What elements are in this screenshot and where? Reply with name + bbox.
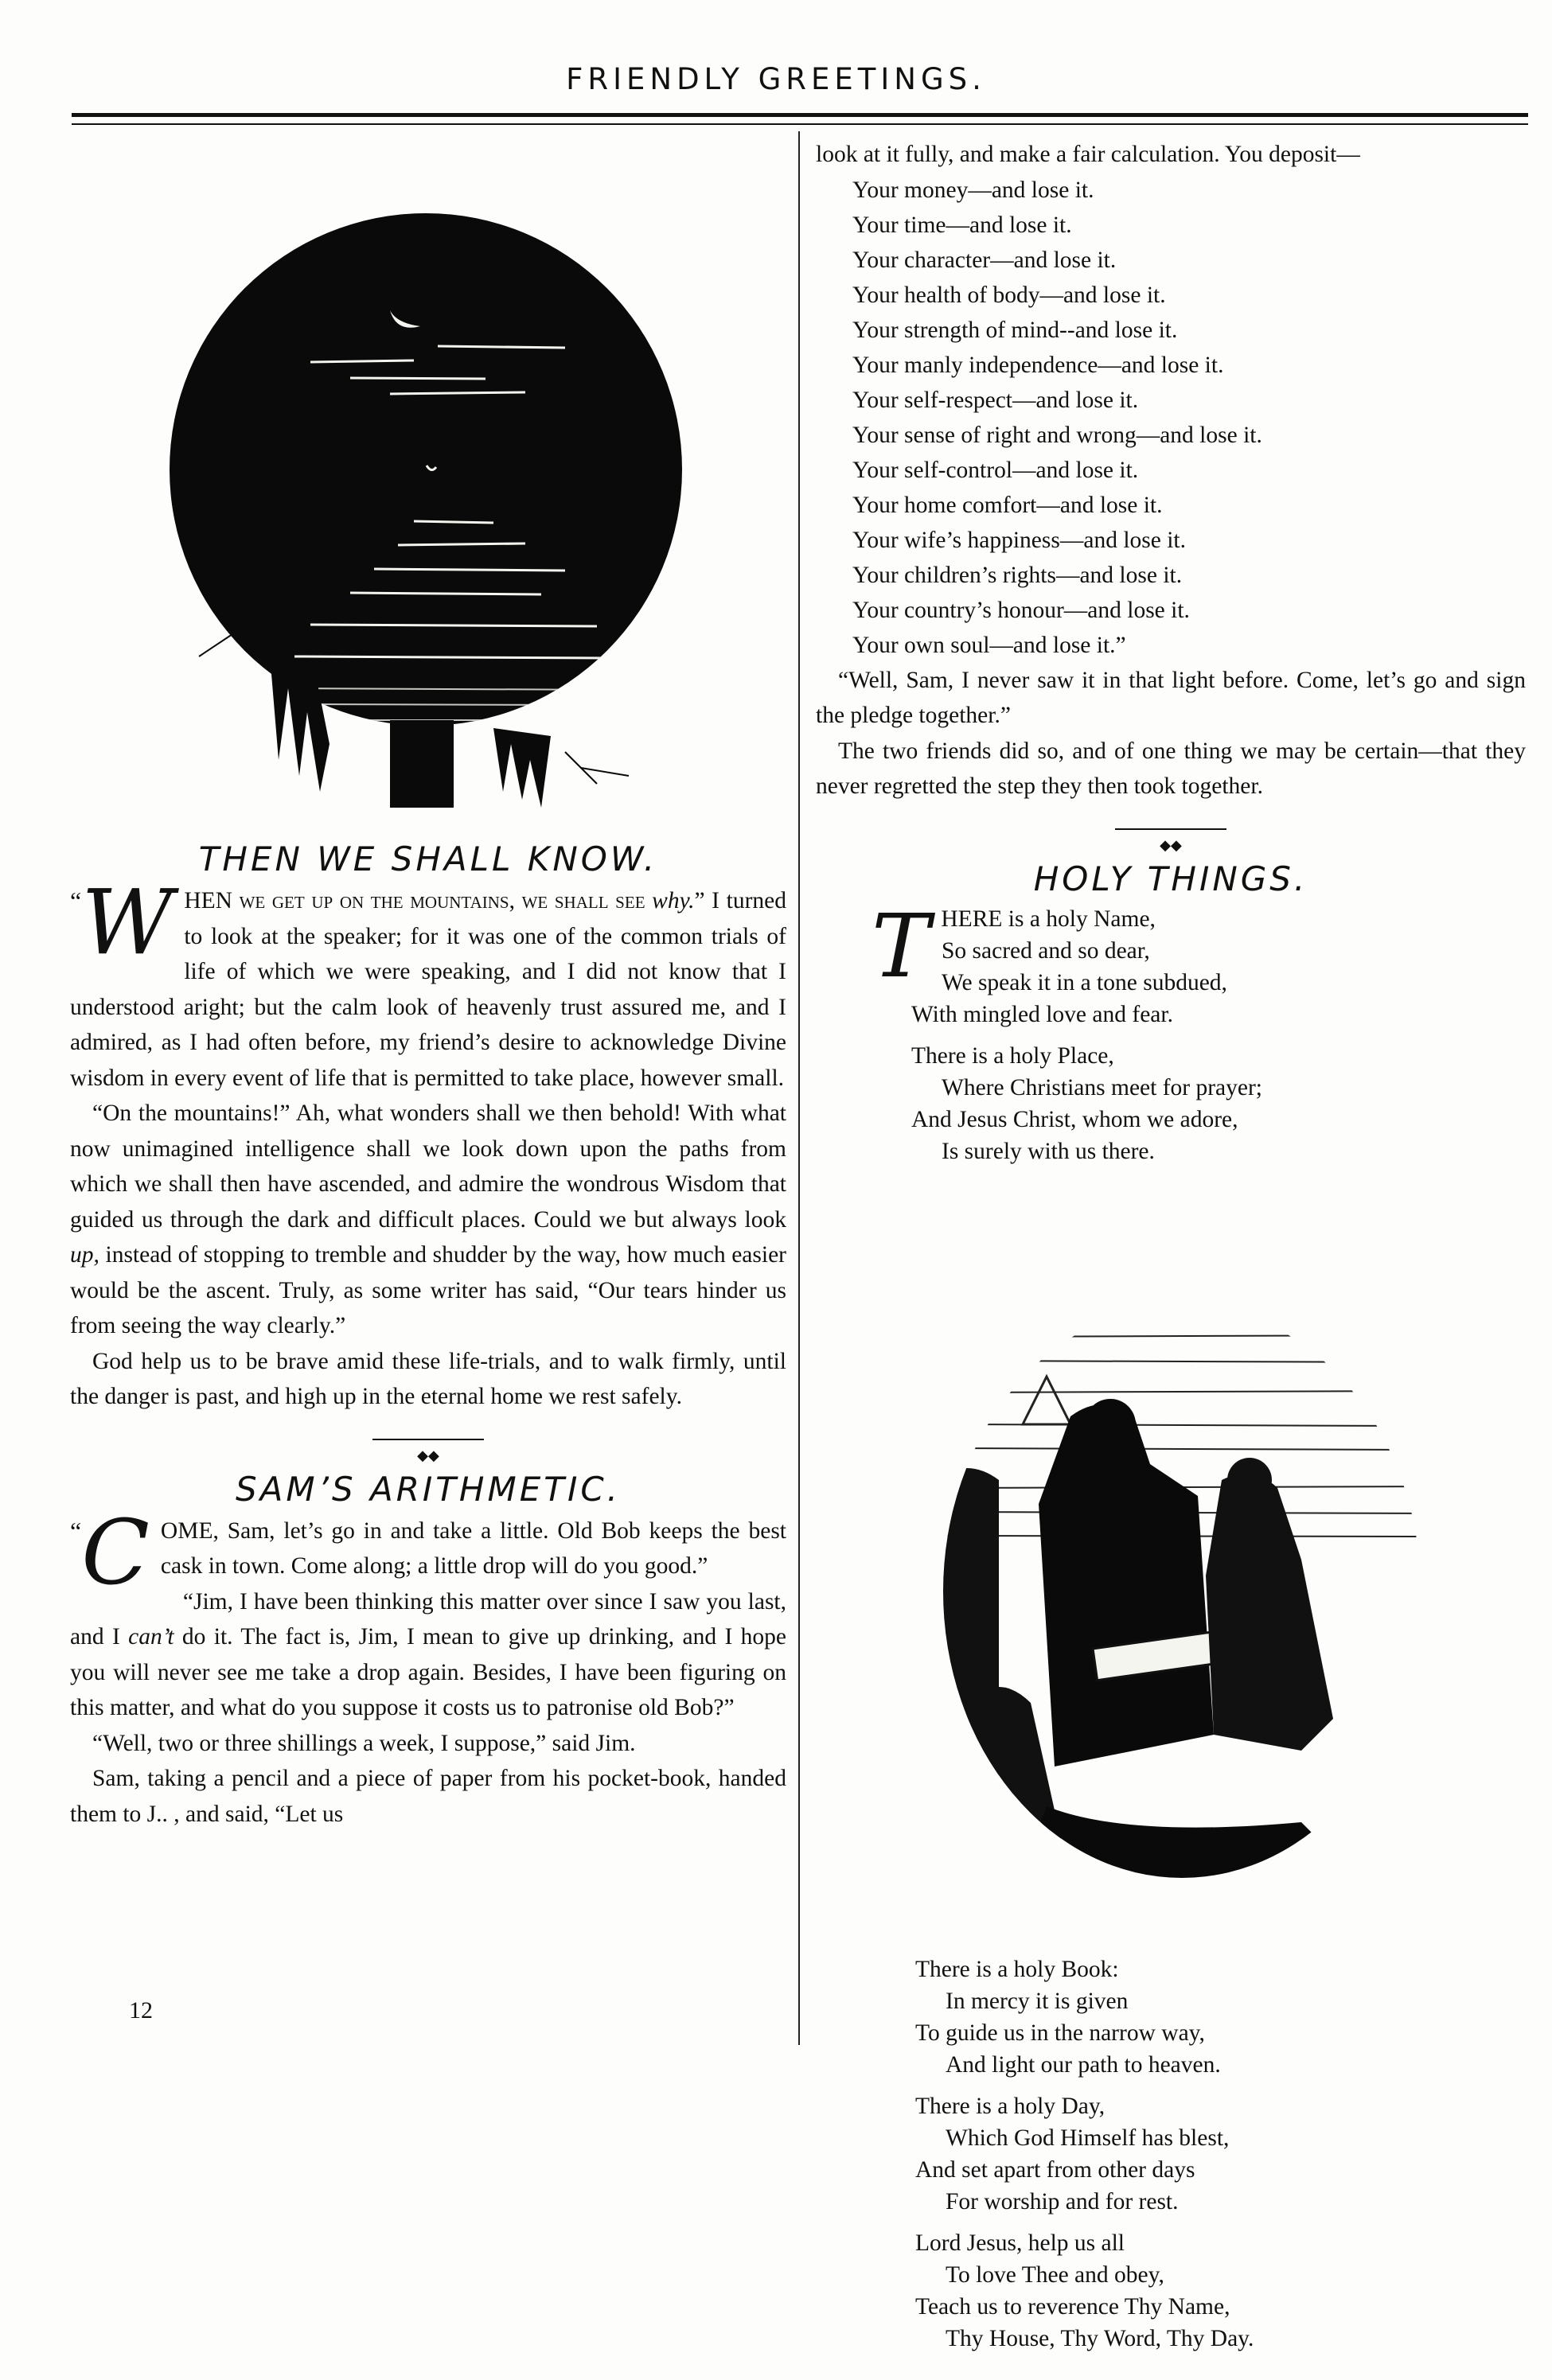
poem-line: Is surely with us there. bbox=[942, 1138, 1155, 1164]
dropcap-t: T bbox=[872, 894, 930, 997]
column-divider bbox=[798, 131, 800, 2045]
poem-title-holy-things: HOLY THINGS. bbox=[1033, 859, 1308, 898]
article1-p1-first: HEN we get up on the mountains, we shall see bbox=[184, 888, 653, 913]
deposit-item: Your strength of mind--and lose it. bbox=[852, 317, 1178, 343]
poem-stanza-5 bbox=[915, 2227, 1254, 2355]
left-column bbox=[70, 836, 786, 1832]
poem-stanza-3 bbox=[915, 1953, 1254, 2081]
article1-p1-rest: ” I turned to look at the speaker; for it was one of the common trials of life of which we were speaking, and I did not know that I understood aright; but the calm look of heavenly trust assured me, and I admired, as I had often before, my friend’s desire to acknowledge Divine wisdom in every event of life that is permitted to take place, however small. bbox=[70, 888, 787, 1091]
article2-paragraph-4: Sam, taking a pencil and a piece of paper from his pocket-book, handed them to J.. , and said, “Let us bbox=[70, 1766, 786, 1827]
deposit-item: Your health of body—and lose it. bbox=[852, 282, 1166, 308]
page-number: 12 bbox=[129, 1997, 153, 2024]
poem-line: And Jesus Christ, whom we adore, bbox=[911, 1106, 1238, 1132]
opening-quote: “ bbox=[70, 1516, 82, 1545]
article2-p2-b: do it. The fact is, Jim, I mean to give up drinking, and I hope you will never see me take a drop again. Besides, I have been figuring on this matter, and what do you suppose it costs us to patronise old Bob?” bbox=[70, 1624, 786, 1720]
continuation-text: look at it fully, and make a fair calculation. You deposit— bbox=[816, 142, 1360, 167]
page-header: FRIENDLY GREETINGS. bbox=[566, 62, 986, 96]
article1-p1-em: why. bbox=[652, 888, 695, 913]
deposit-item: Your country’s honour—and lose it. bbox=[852, 597, 1190, 623]
dropcap-w: W bbox=[81, 871, 174, 975]
header-rule-thick bbox=[72, 113, 1528, 117]
right-column bbox=[816, 137, 1526, 1177]
article1-p2-a: “On the mountains!” Ah, what wonders shall we then behold! With what now unimagined intelligence shall we look down upon the paths from which we shall then have ascended, and admire the wondrous Wisdom that guided us through the dark and difficult places. Could we but always look bbox=[70, 1100, 786, 1233]
poem-stanza-2 bbox=[911, 1040, 1526, 1167]
poem-line: We speak it in a tone subdued, bbox=[942, 969, 1227, 995]
poem-line: Where Christians meet for prayer; bbox=[942, 1074, 1263, 1100]
dropcap-c: C bbox=[81, 1501, 150, 1605]
poem-line: There is a holy Place, bbox=[911, 1042, 1114, 1069]
article1-paragraph-3: God help us to be brave amid these life-trials, and to walk firmly, until the danger is past, and high up in the eternal home we rest safely. bbox=[70, 1348, 786, 1409]
poem-line: HERE is a holy Name, bbox=[941, 906, 1156, 932]
deposit-item: Your wife’s happiness—and lose it. bbox=[852, 527, 1186, 553]
article2-paragraph-3: “Well, two or three shillings a week, I suppose,” said Jim. bbox=[92, 1730, 636, 1756]
deposit-item: Your children’s rights—and lose it. bbox=[852, 562, 1183, 588]
deposit-item: Your own soul—and lose it.” bbox=[852, 632, 1126, 658]
poem-line: Thy House, Thy Word, Thy Day. bbox=[946, 2326, 1254, 2351]
paragraph-two-friends: The two friends did so, and of one thing we may be certain—that they never regretted the step they then took together. bbox=[816, 738, 1526, 799]
article-title-then-we-shall-know: THEN WE SHALL KNOW. bbox=[198, 839, 658, 878]
deposit-list bbox=[816, 173, 1526, 663]
poem-line: Which God Himself has blest, bbox=[946, 2125, 1230, 2151]
poem-line: With mingled love and fear. bbox=[911, 1001, 1173, 1027]
section-separator: ◆◆ bbox=[70, 1435, 786, 1443]
poem-stanza-4 bbox=[915, 2090, 1254, 2218]
poem-line: There is a holy Day, bbox=[915, 2094, 1106, 2119]
poem-line: To love Thee and obey, bbox=[946, 2262, 1164, 2288]
poem-line: And light our path to heaven. bbox=[946, 2052, 1221, 2078]
poem-line: Lord Jesus, help us all bbox=[915, 2230, 1125, 2256]
deposit-item: Your character—and lose it. bbox=[852, 247, 1117, 273]
section-separator: ◆◆ bbox=[816, 825, 1526, 833]
article2-p1: OME, Sam, let’s go in and take a little. Old Bob keeps the best cask in town. Come along; a little drop will do you good.” bbox=[160, 1517, 786, 1579]
man-and-children-illustration bbox=[935, 1289, 1429, 1894]
article2-p2-em: can’t bbox=[128, 1624, 174, 1650]
deposit-item: Your self-respect—and lose it. bbox=[852, 387, 1139, 413]
poem-line: So sacred and so dear, bbox=[942, 937, 1150, 964]
opening-quote: “ bbox=[70, 886, 82, 915]
poem-top bbox=[816, 894, 1526, 1167]
deposit-item: Your money—and lose it. bbox=[852, 177, 1094, 203]
poem-line: And set apart from other days bbox=[915, 2157, 1195, 2183]
poem-line: Teach us to reverence Thy Name, bbox=[915, 2294, 1230, 2320]
article1-p2-b: instead of stopping to tremble and shudder by the way, how much easier would be the ascent. Truly, as some writer has said, “Our tears hinder us from seeing the way clearly.” bbox=[70, 1242, 786, 1338]
poem-line: There is a holy Book: bbox=[915, 1957, 1119, 1982]
deposit-item: Your self-control—and lose it. bbox=[852, 457, 1139, 483]
poem-stanza-1 bbox=[911, 903, 1526, 1030]
paragraph-well-sam: “Well, Sam, I never saw it in that light before. Come, let’s go and sign the pledge together.” bbox=[816, 667, 1526, 728]
article-title-sams-arithmetic: SAM’S ARITHMETIC. bbox=[235, 1469, 622, 1509]
deposit-item: Your home comfort—and lose it. bbox=[852, 492, 1163, 518]
article2-p2-a: “Jim, I have been thinking this matter over since I saw you last, and I bbox=[70, 1588, 786, 1650]
poem-bottom-container bbox=[915, 1953, 1254, 2364]
article2-paragraph-2 bbox=[70, 1584, 786, 1726]
deposit-item: Your manly independence—and lose it. bbox=[852, 352, 1224, 378]
night-lake-illustration bbox=[151, 147, 700, 847]
poem-line: For worship and for rest. bbox=[946, 2189, 1179, 2214]
header-rule-thin bbox=[72, 123, 1528, 125]
article2-paragraph-1 bbox=[70, 1501, 786, 1605]
deposit-item: Your sense of right and wrong—and lose it. bbox=[852, 422, 1262, 448]
deposit-item: Your time—and lose it. bbox=[852, 212, 1072, 238]
poem-line: In mercy it is given bbox=[946, 1989, 1129, 2014]
poem-line: To guide us in the narrow way, bbox=[915, 2020, 1205, 2046]
article1-paragraph-2 bbox=[70, 1096, 786, 1344]
article1-p2-em: up, bbox=[70, 1242, 99, 1268]
article1-paragraph-1 bbox=[70, 871, 787, 1096]
